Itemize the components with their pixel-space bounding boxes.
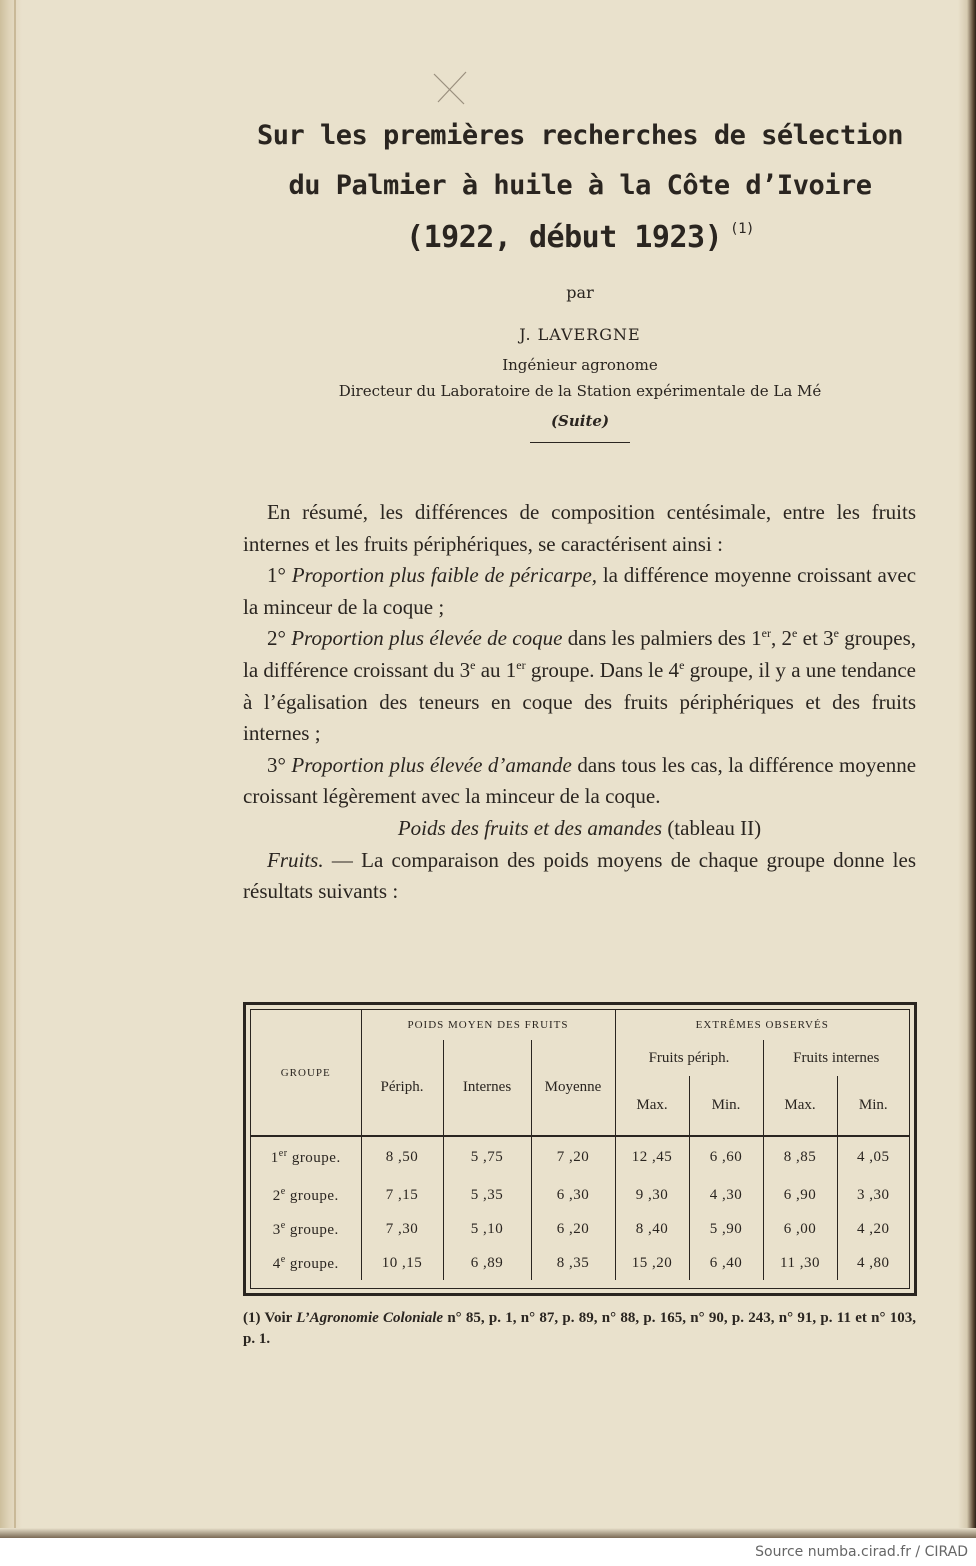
cell-moyenne: 6 ,20: [531, 1212, 615, 1246]
footnote: (1) Voir L’Agronomie Coloniale n° 85, p. 1, n° 87, p. 89, n° 88, p. 165, n° 90, p. 243, n° 91, p. 11 et n° 103, p. 1.: [243, 1310, 916, 1347]
cell-internes-min: 3 ,30: [837, 1178, 909, 1212]
cell-internes: 6 ,89: [443, 1246, 531, 1280]
item-1: 1° Proportion plus faible de péricarpe, la différence moyenne croissant avec la minceur de la coque ;: [243, 563, 917, 619]
title-line-3: [240, 220, 920, 255]
cell-periph-max: 8 ,40: [615, 1212, 689, 1246]
table-row: [251, 1212, 909, 1246]
cell-periph-min: 5 ,90: [689, 1212, 763, 1246]
source-credit: Source numba.cirad.fr / CIRAD: [755, 1544, 968, 1560]
col-header-internes: Internes: [443, 1040, 531, 1136]
results-table: [243, 1002, 917, 1296]
fruits-paragraph: Fruits. — La comparaison des poids moyens de chaque groupe donne les résultats suivants :: [243, 847, 916, 904]
cell-internes-min: 4 ,20: [837, 1212, 909, 1246]
cell-periph: 8 ,50: [361, 1136, 443, 1178]
col-header-periph: Périph.: [361, 1040, 443, 1136]
title-years: (1922, début 1923): [406, 220, 723, 255]
col-header-fruits-periph: Fruits périph.: [615, 1040, 763, 1076]
cell-internes: 5 ,10: [443, 1212, 531, 1246]
page-bottom-edge: [0, 1528, 976, 1538]
cell-moyenne: 8 ,35: [531, 1246, 615, 1280]
cell-periph: 7 ,15: [361, 1178, 443, 1212]
col-header-poids-moyen: POIDS MOYEN DES FRUITS: [361, 1010, 615, 1040]
cell-internes-max: 8 ,85: [763, 1136, 837, 1178]
pencil-cross-mark-icon: [430, 68, 470, 108]
suite-label: (Suite): [550, 412, 610, 430]
cell-periph: 7 ,30: [361, 1212, 443, 1246]
table-row: [251, 1136, 909, 1178]
table-row: [251, 1178, 909, 1212]
page-spine: [0, 0, 22, 1538]
cell-periph-max: 9 ,30: [615, 1178, 689, 1212]
title-line-1: Sur les premières recherches de sélection: [257, 120, 903, 151]
cell-moyenne: 6 ,30: [531, 1178, 615, 1212]
table-body: [251, 1136, 909, 1280]
cell-periph: 10 ,15: [361, 1246, 443, 1280]
title-footnote-ref: (1): [730, 221, 754, 237]
results-table-grid: [251, 1010, 909, 1280]
item-2: 2° Proportion plus élevée de coque dans les palmiers des 1er, 2e et 3e groupes, la différence croissant du 3e au 1er groupe. Dans le 4e groupe, il y a une tendance à l’égalisation des teneurs en coque des fruits périphériques et des fruits internes ;: [243, 626, 916, 746]
cell-internes: 5 ,75: [443, 1136, 531, 1178]
col-header-periph-min: Min.: [689, 1076, 763, 1136]
row-label: 4e groupe.: [272, 1253, 339, 1272]
item-3: 3° Proportion plus élevée d’amande dans tous les cas, la différence moyenne croissant légèrement avec la minceur de la coque.: [243, 752, 917, 809]
cell-periph-min: 6 ,40: [689, 1246, 763, 1280]
col-header-moyenne: Moyenne: [531, 1040, 615, 1136]
journal-title: L’Agronomie Coloniale: [296, 1310, 444, 1326]
cell-internes-max: 11 ,30: [763, 1246, 837, 1280]
page-right-edge: [958, 0, 976, 1538]
col-header-fruits-internes: Fruits internes: [763, 1040, 909, 1076]
cell-periph-max: 15 ,20: [615, 1246, 689, 1280]
author-role-2: Directeur du Laboratoire de la Station expérimentale de La Mé: [338, 382, 822, 400]
col-header-periph-max: Max.: [615, 1076, 689, 1136]
author-role-1: Ingénieur agronome: [502, 356, 658, 374]
cell-moyenne: 7 ,20: [531, 1136, 615, 1178]
row-label: 2e groupe.: [272, 1185, 339, 1204]
title-line-2: du Palmier à huile à la Côte d’Ivoire: [288, 170, 872, 201]
author-name: J. LAVERGNE: [519, 325, 641, 344]
cell-internes: 5 ,35: [443, 1178, 531, 1212]
cell-internes-max: 6 ,90: [763, 1178, 837, 1212]
cell-internes-max: 6 ,00: [763, 1212, 837, 1246]
row-label: 3e groupe.: [272, 1219, 339, 1238]
col-header-groupe: GROUPE: [251, 1010, 361, 1136]
col-header-extremes: EXTRÊMES OBSERVÉS: [615, 1010, 909, 1040]
cell-internes-min: 4 ,05: [837, 1136, 909, 1178]
col-header-internes-max: Max.: [763, 1076, 837, 1136]
summary-paragraph: En résumé, les différences de composition centésimale, entre les fruits internes et les fruits périphériques, se caractérisent ainsi :: [243, 500, 916, 556]
table-row: [251, 1246, 909, 1280]
col-header-internes-min: Min.: [837, 1076, 909, 1136]
cell-periph-min: 4 ,30: [689, 1178, 763, 1212]
body-text: [243, 497, 916, 908]
section-heading: Poids des fruits et des amandes (tableau II): [397, 815, 762, 840]
byline-par: par: [566, 283, 594, 302]
cell-periph-min: 6 ,60: [689, 1136, 763, 1178]
divider-rule: [530, 442, 630, 443]
cell-periph-max: 12 ,45: [615, 1136, 689, 1178]
row-label: 1er groupe.: [270, 1148, 341, 1166]
cell-internes-min: 4 ,80: [837, 1246, 909, 1280]
